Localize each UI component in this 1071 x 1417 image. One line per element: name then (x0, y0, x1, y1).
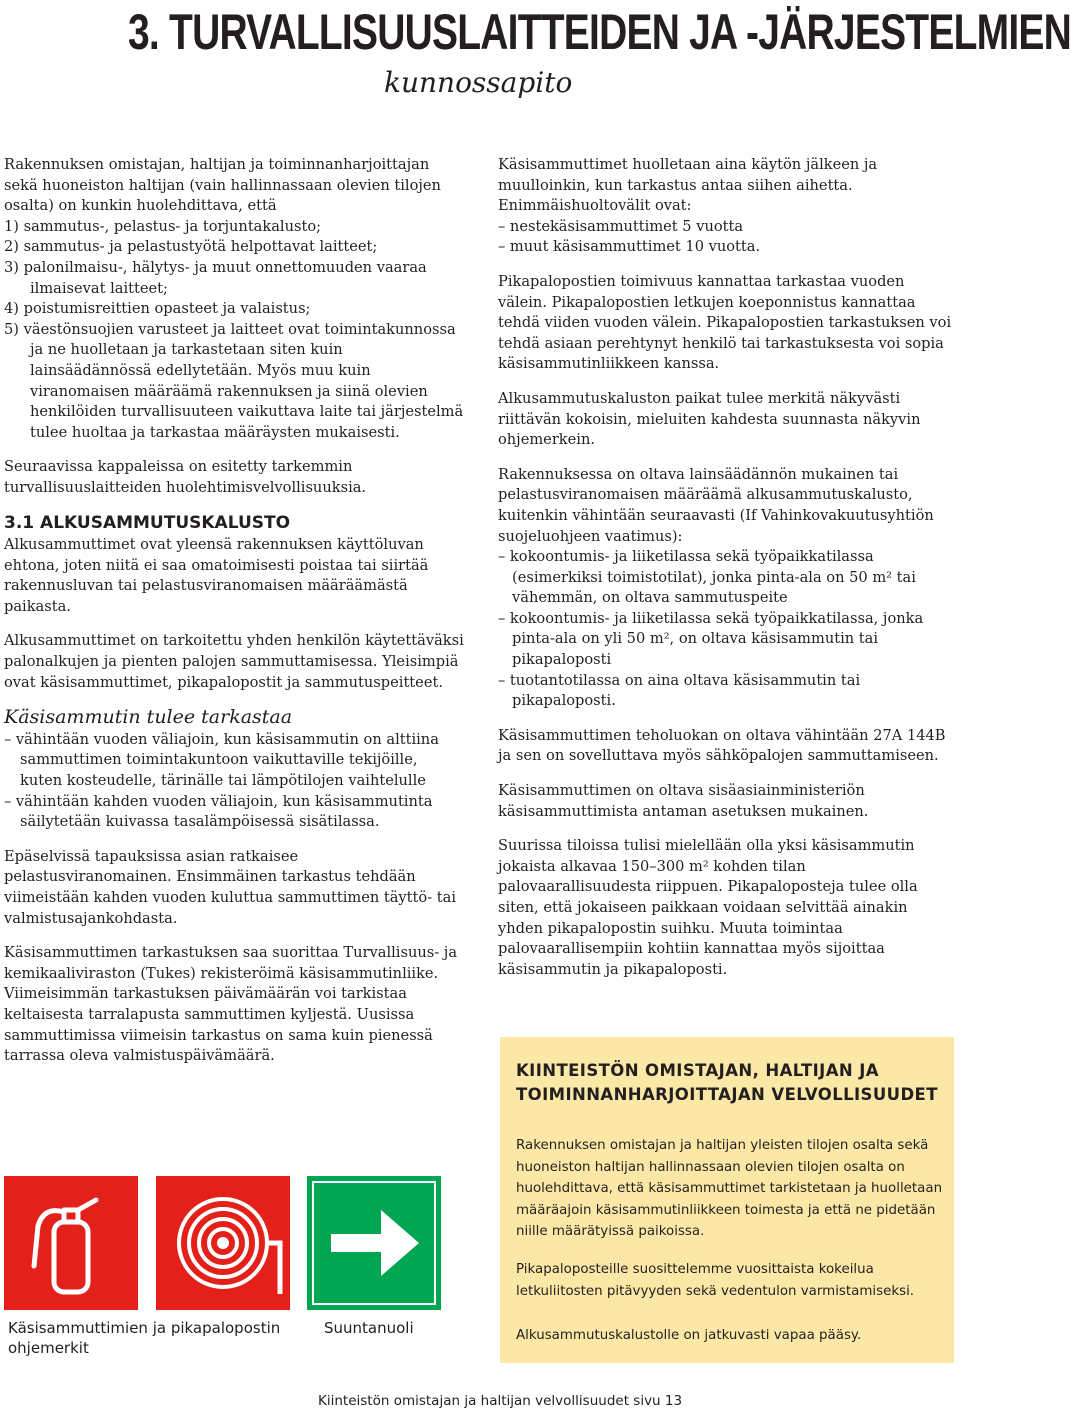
paragraph: Käsisammuttimet huolletaan aina käytön jälkeen ja muulloinkin, kun tarkastus antaa siihen aihetta. (498, 156, 878, 194)
box-paragraph: Rakennuksen omistajan ja haltijan yleisten tilojen osalta sekä huoneiston haltijan hallinnassaan olevien tilojen osalta on huolehdittava, että käsisammuttimet tarkistetaan ja huolletaan määräajoin käsisammutinliikkeen toimesta ja että ne pidetään niille määrätyissä paikoissa. (516, 1138, 943, 1240)
paragraph: Epäselvissä tapauksissa asian ratkaisee pelastusviranomainen. Ensimmäinen tarkastus tehdään viimeistään kahden vuoden kuluttua sammuttimen täyttö- tai valmistusajankohdasta. (4, 847, 457, 927)
requirement-item: – tuotantotilassa on aina oltava käsisammutin tai pikapaloposti. (498, 671, 861, 710)
paragraph: Pikapalopostien toimivuus kannattaa tarkastaa vuoden välein. Pikapalopostien letkujen koeponnistus kannattaa tehdä viiden vuoden välein. Pikapalopostien tarkastuksen voi tehdä asiaan perehtynyt henkilö tai tarkastuksesta voi sopia käsisammutinliikkeen kanssa. (498, 272, 952, 373)
list-item: 1) sammutus-, pelastus- ja torjuntakalusto; (4, 217, 322, 235)
paragraph: Suurissa tiloissa tulisi mielellään olla yksi käsisammutin jokaista alkavaa 150–300 m² kohden tilan palovaarallisuudesta riippuen. Pikapaloposteja tulee olla siten, että jokaiseen paikkaan voidaan selvittää ainakin yhden pikapalopostin suihku. Muuta toimintaa palovaarallisempiin kohtiin kannattaa myös sijoittaa käsisammutin ja pikapaloposti. (498, 837, 918, 978)
list-item: 3) palonilmaisu-, hälytys- ja muut onnettomuuden vaaraa ilmaisevat laitteet; (4, 258, 427, 297)
fire-extinguisher-icon (4, 1176, 138, 1310)
list-item: 5) väestönsuojien varusteet ja laitteet ovat toimintakunnossa ja ne huolletaan ja tarkastetaan siten kuin lainsäädännössä edellytetään. Myös muu kuin viranomaisen määräämä rakennuksen ja siinä olevien henkilöiden turvallisuuteen vaikuttava laite tai järjestelmä tulee huoltaa ja tarkastaa määräysten mukaisesti. (4, 320, 464, 441)
page-footer: Kiinteistön omistajan ja haltijan velvollisuudet sivu 13 (318, 1393, 683, 1409)
subheading: Käsisammutin tulee tarkastaa (4, 706, 293, 729)
direction-arrow-icon (307, 1176, 441, 1310)
list-item: 4) poistumisreittien opasteet ja valaistus; (4, 300, 311, 318)
sign-panel (4, 1176, 444, 1357)
paragraph: Alkusammuttimet ovat yleensä rakennuksen käyttöluvan ehtona, joten niitä ei saa omatoimisesti poistaa tai siirtää rakennusluvan tai pelastusviranomaisen määräämästä paikasta. (4, 536, 429, 615)
requirement-item: – kokoontumis- ja liiketilassa sekä työpaikkatilassa, jonka pinta-ala on yli 50 m², on oltava käsisammutin tai pikapaloposti (498, 609, 924, 669)
intro-paragraph: Rakennuksen omistajan, haltijan ja toiminnanharjoittajan sekä huoneiston haltijan (vain hallinnassaan olevien tilojen osalta) on kunkin huolehdittava, että (4, 156, 441, 215)
sign-caption-left: Käsisammuttimien ja pikapalopostin ohjemerkit (8, 1319, 281, 1357)
section-heading: 3.1 ALKUSAMMUTUSKALUSTO (4, 512, 291, 533)
interval-item: – nestekäsisammuttimet 5 vuotta (498, 217, 744, 235)
paragraph: Käsisammuttimen teholuokan on oltava vähintään 27A 144B ja sen on sovelluttava myös sähköpalojen sammuttamiseen. (498, 726, 946, 765)
paragraph: Seuraavissa kappaleissa on esitetty tarkemmin turvallisuuslaitteiden huolehtimisvelvollisuuksia. (4, 458, 367, 496)
obligations-box (500, 1037, 954, 1363)
page-subtitle: kunnossapito (384, 66, 573, 99)
interval-item: – muut käsisammuttimet 10 vuotta. (498, 238, 761, 256)
paragraph: Rakennuksessa on oltava lainsäädännön mukainen tai pelastusviranomaisen määräämä alkusammutuskalusto, kuitenkin vähintään seuraavasti (If Vahinkovakuutusyhtiön suojeluohjeen vaatimus): (498, 465, 934, 545)
box-title: KIINTEISTÖN OMISTAJAN, HALTIJAN JA TOIMINNANHARJOITTAJAN VELVOLLISUUDET (516, 1061, 938, 1104)
box-paragraph: Alkusammutuskalustolle on jatkuvasti vapaa pääsy. (516, 1328, 862, 1343)
paragraph: Alkusammuttimet on tarkoitettu yhden henkilön käytettäväksi palonalkujen ja pienten palojen sammuttamisessa. Yleisimpiä ovat käsisammuttimet, pikapalopostit ja sammutuspeitteet. (4, 632, 464, 691)
page-title: 3. TURVALLISUUSLAITTEIDEN JA -JÄRJESTELMIEN (128, 4, 1071, 60)
right-column (498, 155, 953, 994)
dash-item: – vähintään kahden vuoden väliajoin, kun käsisammutinta säilytetään kuivassa tasalämpöisessä sisätilassa. (4, 792, 433, 831)
dash-item: – vähintään vuoden väliajoin, kun käsisammutin on alttiina sammuttimen toimintakuntoon vaikuttaville tekijöille, kuten kosteudelle, tärinälle tai lämpötilojen vaihtelulle (4, 730, 439, 790)
list-item: 2) sammutus- ja pelastustyötä helpottavat laitteet; (4, 238, 378, 256)
fire-hose-reel-icon (156, 1176, 290, 1310)
paragraph: Käsisammuttimen tarkastuksen saa suorittaa Turvallisuus- ja kemikaaliviraston (Tukes) rekisteröimä käsisammutinliike. Viimeisimmän tarkastuksen päivämäärän voi tarkistaa keltaisesta tarralapusta sammuttimen kyljestä. Uusissa sammuttimissa viimeisin tarkastus on sama kuin pienessä tarrassa oleva valmistuspäivämäärä. (4, 944, 458, 1065)
paragraph: Alkusammutuskaluston paikat tulee merkitä näkyvästi riittävän kokoisin, mieluiten kahdesta suunnasta näkyvin ohjemerkein. (498, 389, 921, 449)
paragraph: Enimmäishuoltovälit ovat: (498, 197, 692, 215)
box-paragraph: Pikapaloposteille suosittelemme vuosittaista kokeilua letkuliitosten pitävyyden sekä vedentulon varmistamiseksi. (516, 1262, 915, 1299)
requirement-item: – kokoontumis- ja liiketilassa sekä työpaikkatilassa (esimerkiksi toimistotilat), jonka pinta-ala on 50 m² tai vähemmän, on oltava sammutuspeite (498, 548, 916, 607)
paragraph: Käsisammuttimen on oltava sisäasiainministeriön käsisammuttimista antaman asetuksen mukainen. (498, 782, 869, 820)
left-column (4, 155, 464, 1081)
sign-caption-right: Suuntanuoli (324, 1319, 414, 1337)
